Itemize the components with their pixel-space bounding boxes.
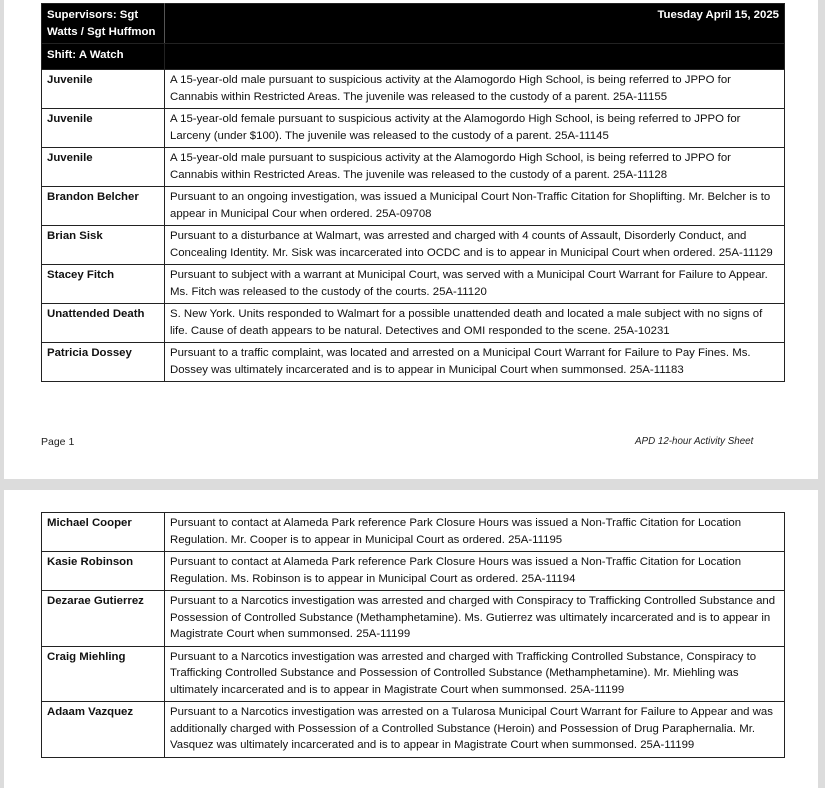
table-row (42, 343, 785, 382)
subject-name: Craig Miehling (42, 646, 165, 702)
incident-description: Pursuant to a Narcotics investigation was arrested and charged with Conspiracy to Trafficking Controlled Substance and Possession of Controlled Substance (Methamphetamine). Ms. Gutierrez was ultimately incarcerated and is to appear in Magistrate Court when summonsed. 25A-11199 (165, 591, 785, 647)
sheet-title: APD 12-hour Activity Sheet (635, 436, 754, 447)
table-row (42, 646, 785, 702)
subject-name: Juvenile (42, 109, 165, 148)
table-row (42, 109, 785, 148)
table-row (42, 70, 785, 109)
incident-description: Pursuant to contact at Alameda Park reference Park Closure Hours was issued a Non-Traffic Citation for Location Regulation. Ms. Robinson is to appear in Municipal Court as ordered. 25A-11194 (165, 552, 785, 591)
table-row (42, 513, 785, 552)
table-row (42, 304, 785, 343)
activity-table-page-1 (41, 3, 785, 382)
shift-cell (42, 44, 165, 70)
shift-blank-cell (165, 44, 785, 70)
incident-description: S. New York. Units responded to Walmart for a possible unattended death and located a male subject with no signs of life. Cause of death appears to be natural. Detectives and OMI responded to the scene. 25A-10231 (165, 304, 785, 343)
incident-description: A 15-year-old male pursuant to suspicious activity at the Alamogordo High School, is being referred to JPPO for Cannabis within Restricted Areas. The juvenile was released to the custody of a parent. 25A-11128 (165, 148, 785, 187)
supervisors-label: Supervisors: Sgt Watts / Sgt Huffmon (47, 9, 156, 38)
subject-name: Adaam Vazquez (42, 702, 165, 758)
subject-name: Kasie Robinson (42, 552, 165, 591)
subject-name: Stacey Fitch (42, 265, 165, 304)
incident-description: Pursuant to a Narcotics investigation was arrested on a Tularosa Municipal Court Warrant for Failure to Appear and was additionally charged with Possession of a Controlled Substance (Heroin) and Possession of Drug Paraphernalia. Mr. Vasquez was ultimately incarcerated and is to appear in Magistrate Court when summonsed. 25A-11199 (165, 702, 785, 758)
incident-description: Pursuant to subject with a warrant at Municipal Court, was served with a Municipal Court Warrant for Failure to Appear. Ms. Fitch was released to the custody of the courts. 25A-11120 (165, 265, 785, 304)
subject-name: Juvenile (42, 70, 165, 109)
activity-table-page-2 (41, 512, 785, 758)
page-1 (4, 0, 818, 479)
table-row (42, 552, 785, 591)
table-row (42, 702, 785, 758)
table-row (42, 148, 785, 187)
subject-name: Brian Sisk (42, 226, 165, 265)
subject-name: Juvenile (42, 148, 165, 187)
subject-name: Brandon Belcher (42, 187, 165, 226)
shift-row (42, 44, 785, 70)
incident-description: A 15-year-old male pursuant to suspicious activity at the Alamogordo High School, is being referred to JPPO for Cannabis within Restricted Areas. The juvenile was released to the custody of a parent. 25A-11155 (165, 70, 785, 109)
supervisors-cell (42, 4, 165, 44)
incident-description: Pursuant to contact at Alameda Park reference Park Closure Hours was issued a Non-Traffic Citation for Location Regulation. Mr. Cooper is to appear in Municipal Court as ordered. 25A-11195 (165, 513, 785, 552)
incident-description: Pursuant to a disturbance at Walmart, was arrested and charged with 4 counts of Assault, Disorderly Conduct, and Concealing Identity. Mr. Sisk was incarcerated into OCDC and is to appear in Municipal Court when ordered. 25A-11129 (165, 226, 785, 265)
report-date: Tuesday April 15, 2025 (657, 9, 779, 21)
incident-description: Pursuant to a Narcotics investigation was arrested and charged with Trafficking Controlled Substance, Conspiracy to Trafficking Controlled Substance and Possession of Controlled Substance (Methamphetamine). Mr. Miehling was ultimately incarcerated and is to appear in Magistrate Court when summonsed. 25A-11199 (165, 646, 785, 702)
subject-name: Michael Cooper (42, 513, 165, 552)
shift-label: Shift: A Watch (47, 49, 124, 61)
page-2 (4, 490, 818, 788)
subject-name: Dezarae Gutierrez (42, 591, 165, 647)
header-row (42, 4, 785, 44)
incident-description: Pursuant to a traffic complaint, was located and arrested on a Municipal Court Warrant for Failure to Pay Fines. Ms. Dossey was ultimately incarcerated and is to appear in Municipal Court when summonsed. 25A-11183 (165, 343, 785, 382)
subject-name: Unattended Death (42, 304, 165, 343)
table-row (42, 591, 785, 647)
page-number: Page 1 (41, 436, 75, 448)
table-row (42, 226, 785, 265)
date-cell (165, 4, 785, 44)
incident-description: Pursuant to an ongoing investigation, was issued a Municipal Court Non-Traffic Citation for Shoplifting. Mr. Belcher is to appear in Municipal Cour when ordered. 25A-09708 (165, 187, 785, 226)
subject-name: Patricia Dossey (42, 343, 165, 382)
table-row (42, 187, 785, 226)
incident-description: A 15-year-old female pursuant to suspicious activity at the Alamogordo High School, is being referred to JPPO for Larceny (under $100). The juvenile was released to the custody of a parent. 25A-11145 (165, 109, 785, 148)
table-row (42, 265, 785, 304)
